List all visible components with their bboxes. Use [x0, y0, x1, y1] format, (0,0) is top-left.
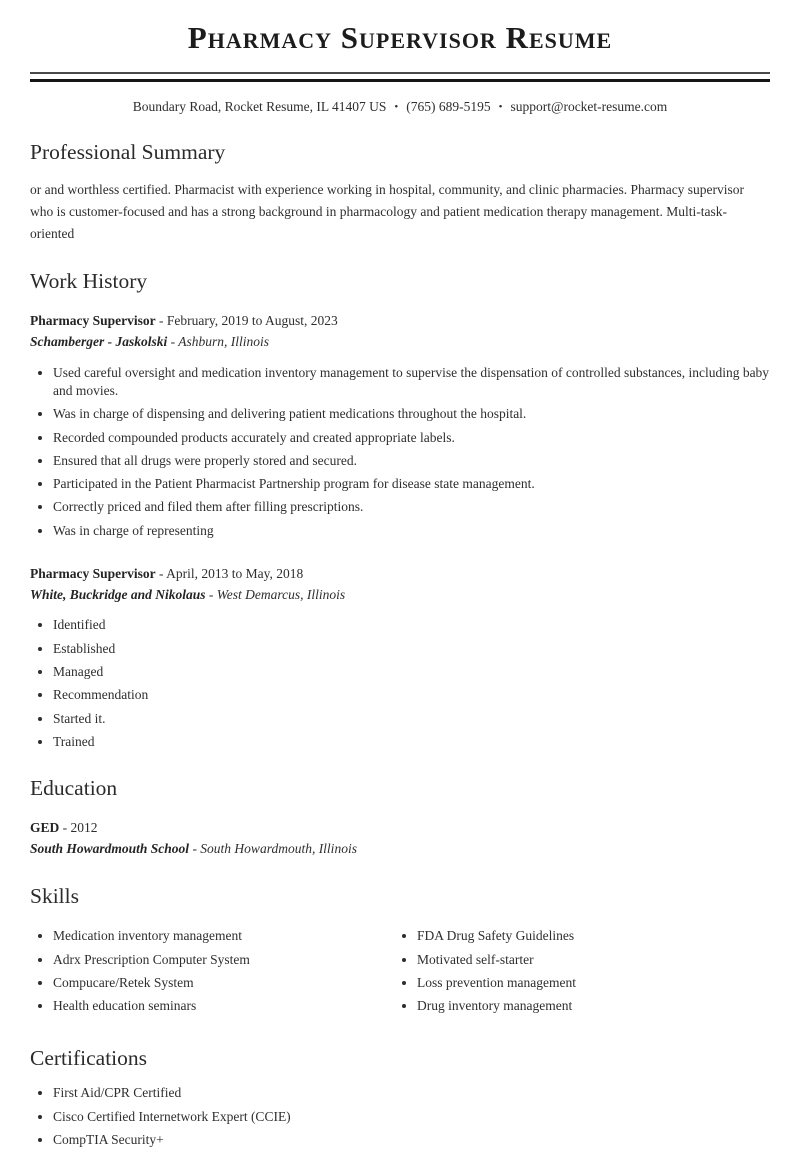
- contact-separator: •: [394, 101, 399, 114]
- skill-item: • Compucare/Retek System: [53, 974, 400, 992]
- job-bullet-list: [30, 616, 770, 750]
- professional-summary-text: or and worthless certified. Pharmacist with experience working in hospital, community, and clinic pharmacies. Pharmacy supervisor who is customer-focused and has a strong background in pharmacology and patient medication therapy management. Multi-task-oriented: [30, 181, 745, 241]
- job-company-line: [30, 585, 770, 606]
- education-location: - South Howardmouth, Illinois: [192, 840, 357, 856]
- job-bullet: • Ensured that all drugs were properly stored and secured.: [53, 452, 770, 470]
- job-location: - Ashburn, Illinois: [170, 334, 270, 350]
- contact-separator: •: [498, 101, 503, 114]
- education-school-line: [30, 839, 770, 860]
- certification-item: • Cisco Certified Internetwork Expert (CCIE): [53, 1108, 770, 1126]
- skills-list-right: [400, 927, 770, 1020]
- skill-item: • Motivated self-starter: [417, 951, 770, 969]
- skills-columns: [30, 923, 770, 1020]
- page-title: Pharmacy Supervisor Resume: [187, 20, 613, 55]
- contact-email: support@rocket-resume.com: [510, 99, 668, 115]
- job-dates: - April, 2013 to May, 2018: [159, 565, 304, 581]
- job-bullet: • Recommendation: [53, 686, 770, 704]
- job-company: Schamberger - Jaskolski: [30, 334, 168, 350]
- section-certifications: [30, 1046, 770, 1149]
- contact-address: Boundary Road, Rocket Resume, IL 41407 US: [132, 99, 387, 115]
- education-degree-line: [30, 818, 770, 839]
- section-skills: [30, 884, 770, 1020]
- job-dates: - February, 2019 to August, 2023: [159, 313, 338, 329]
- skill-item: • Medication inventory management: [53, 927, 400, 945]
- certifications-heading: Certifications: [30, 1045, 148, 1070]
- job-bullet: • Started it.: [53, 710, 770, 728]
- skill-item: • Drug inventory management: [417, 997, 770, 1015]
- skill-item: • Loss prevention management: [417, 974, 770, 992]
- job-entry: [30, 564, 770, 751]
- section-work-history: [30, 269, 770, 750]
- job-bullet: • Identified: [53, 616, 770, 634]
- job-company-line: [30, 332, 770, 353]
- skills-heading: Skills: [30, 884, 79, 909]
- education-heading: Education: [30, 775, 118, 800]
- education-school: South Howardmouth School: [30, 840, 190, 856]
- work-history-heading: Work History: [30, 269, 148, 294]
- job-bullet: • Trained: [53, 733, 770, 751]
- section-education: [30, 776, 770, 860]
- skill-item: • Health education seminars: [53, 997, 400, 1015]
- job-bullet-list: [30, 364, 770, 540]
- contact-phone: (765) 689-5195: [406, 99, 491, 115]
- contact-line: [30, 99, 770, 115]
- job-bullet: • Was in charge of dispensing and delivering patient medications throughout the hospital.: [53, 405, 770, 423]
- job-entry: [30, 311, 770, 539]
- skills-list-left: [30, 927, 400, 1020]
- certifications-list: [30, 1084, 770, 1148]
- skill-item: • Adrx Prescription Computer System: [53, 951, 400, 969]
- job-title-line: [30, 311, 770, 332]
- job-bullet: • Correctly priced and filed them after filling prescriptions.: [53, 498, 770, 516]
- job-bullet: • Used careful oversight and medication inventory management to supervise the dispensation of controlled substances, including baby and movies.: [53, 364, 770, 400]
- job-bullet: • Managed: [53, 663, 770, 681]
- job-bullet: • Was in charge of representing: [53, 522, 770, 540]
- education-dates: - 2012: [62, 819, 98, 835]
- job-bullet: • Recorded compounded products accurately and created appropriate labels.: [53, 429, 770, 447]
- skill-item: • FDA Drug Safety Guidelines: [417, 927, 770, 945]
- job-title-line: [30, 564, 770, 585]
- header-divider: [30, 72, 770, 82]
- certification-item: • CompTIA Security+: [53, 1131, 770, 1149]
- job-location: - West Demarcus, Illinois: [208, 586, 346, 602]
- professional-summary-heading: Professional Summary: [30, 140, 226, 165]
- section-professional-summary: [30, 140, 770, 244]
- education-entry: [30, 818, 770, 860]
- job-bullet: • Participated in the Patient Pharmacist Partnership program for disease state management.: [53, 475, 770, 493]
- job-bullet: • Established: [53, 640, 770, 658]
- education-degree: GED: [30, 819, 60, 835]
- resume-page: [0, 21, 800, 1149]
- job-title: Pharmacy Supervisor: [30, 313, 156, 329]
- certification-item: • First Aid/CPR Certified: [53, 1084, 770, 1102]
- job-title: Pharmacy Supervisor: [30, 565, 156, 581]
- job-company: White, Buckridge and Nikolaus: [30, 586, 206, 602]
